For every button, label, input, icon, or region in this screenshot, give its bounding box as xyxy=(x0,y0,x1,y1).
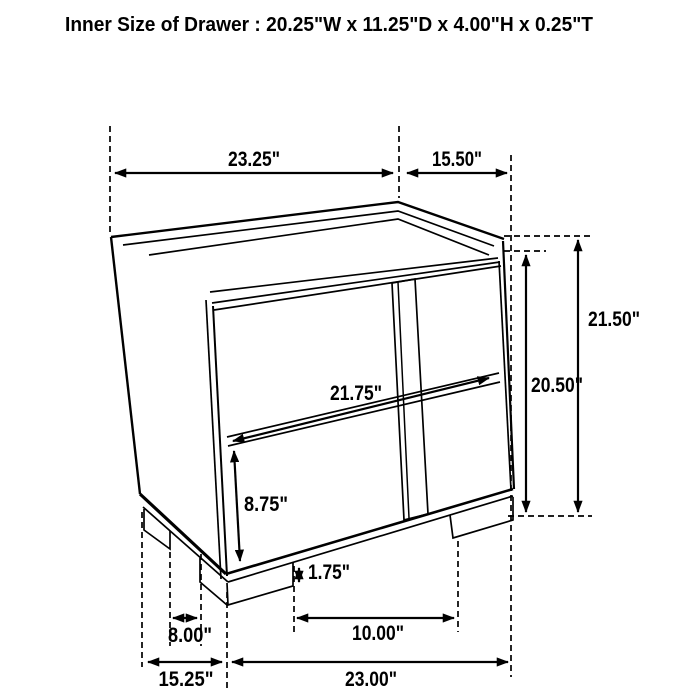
nightstand-drawing xyxy=(111,202,514,605)
side-panel-thickness-line xyxy=(206,300,221,579)
front-left-foot xyxy=(227,562,293,605)
top-rim-outer-edge xyxy=(111,202,504,239)
dim-label-overall-height: 21.50" xyxy=(588,308,640,331)
side-panel-back-edge xyxy=(111,237,140,494)
top-rim-inner-edge xyxy=(149,219,489,255)
dim-label-front-foot-gap: 10.00" xyxy=(352,622,404,645)
dim-label-side-foot-gap: 8.00" xyxy=(168,624,212,647)
side-front-foot xyxy=(200,558,227,605)
top-rail-mid-line xyxy=(212,262,500,303)
dim-label-drawer-row-width: 21.75" xyxy=(330,382,382,405)
side-bottom-edge xyxy=(140,494,226,574)
dim-label-case-height: 20.50" xyxy=(531,374,583,397)
dim-label-base-front-width: 23.00" xyxy=(345,668,397,691)
dim-label-bottom-drawer-height: 8.75" xyxy=(244,493,288,516)
front-right-foot xyxy=(450,497,513,538)
dim-label-foot-height: 1.75" xyxy=(308,561,350,584)
back-left-foot xyxy=(144,509,170,549)
tray-front-edge xyxy=(210,258,498,292)
dim-label-top-depth: 15.50" xyxy=(432,148,482,171)
dim-label-base-side-depth: 15.25" xyxy=(158,668,214,691)
side-base-band-line xyxy=(143,507,228,582)
page-title: Inner Size of Drawer : 20.25"W x 11.25"D x 4.00"H x 0.25"T xyxy=(65,14,593,36)
dim-line-bottom-drawer-height xyxy=(234,451,240,561)
top-rail-bottom-line xyxy=(214,266,501,310)
front-left-corner-edge xyxy=(213,306,227,576)
dim-label-top-width: 23.25" xyxy=(228,148,280,171)
